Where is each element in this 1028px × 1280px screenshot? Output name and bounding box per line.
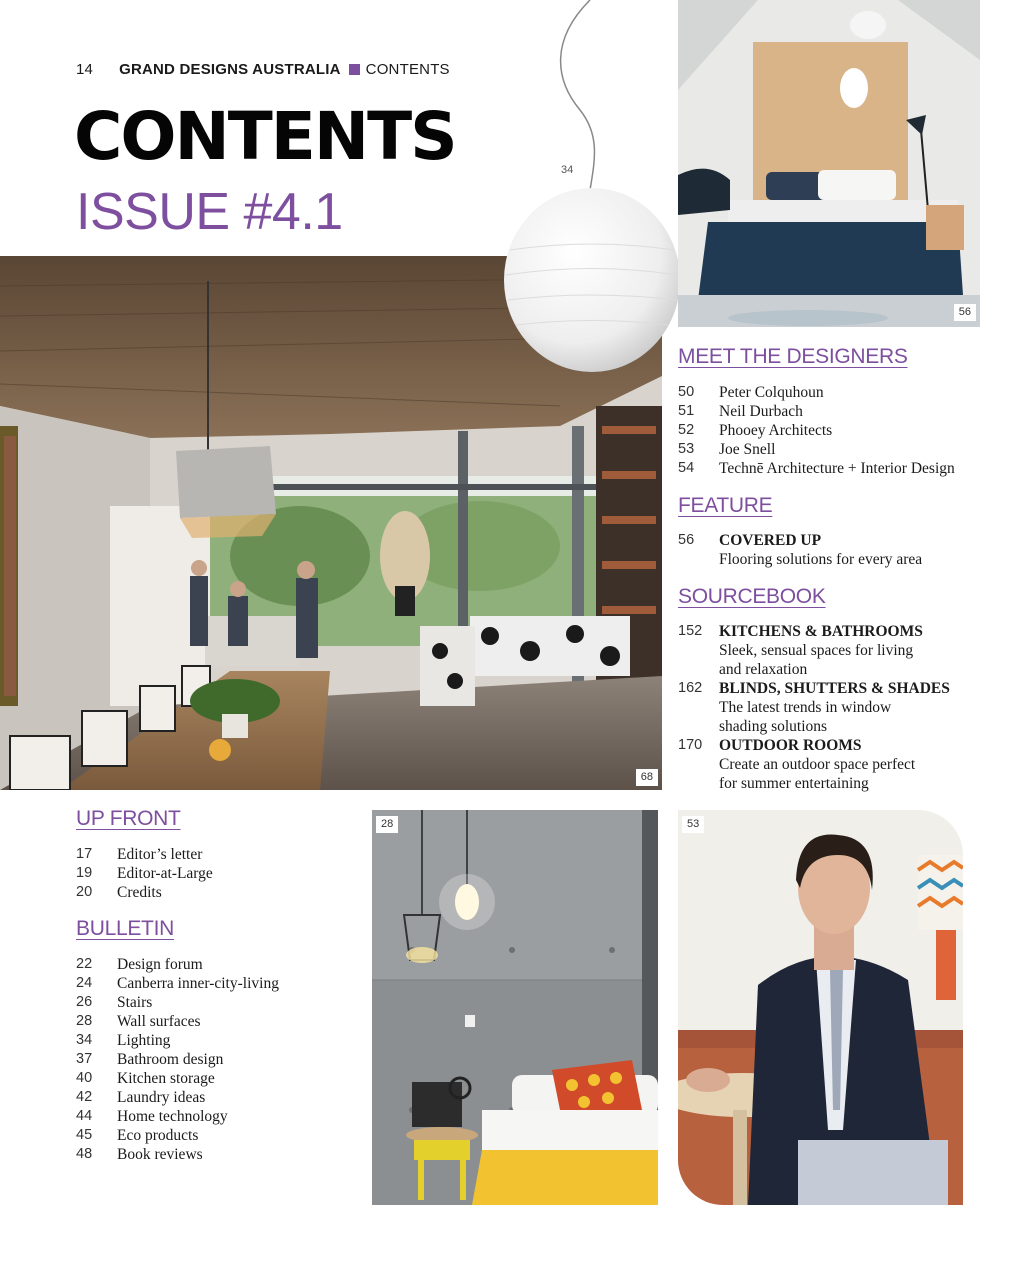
toc-text bbox=[117, 974, 279, 993]
toc-title: Bathroom design bbox=[117, 1051, 224, 1068]
toc-text bbox=[719, 402, 803, 421]
toc-page-number: 19 bbox=[76, 865, 93, 881]
toc-entry bbox=[76, 1050, 279, 1069]
toc-text bbox=[719, 421, 832, 440]
toc-text bbox=[117, 1145, 203, 1164]
toc-entry bbox=[76, 1069, 279, 1088]
toc-page-number: 40 bbox=[76, 1070, 93, 1086]
toc-entry bbox=[76, 1145, 279, 1164]
toc-text bbox=[719, 459, 955, 478]
toc-entry bbox=[76, 955, 279, 974]
toc-text bbox=[117, 1050, 223, 1069]
bedroom-photo bbox=[678, 0, 980, 327]
toc-text bbox=[117, 1012, 201, 1031]
bulletin-list bbox=[76, 955, 279, 1164]
toc-title: BLINDS, SHUTTERS & SHADES bbox=[719, 680, 950, 697]
section-heading-meet-the-designers: MEET THE DESIGNERS bbox=[678, 345, 908, 368]
toc-entry bbox=[678, 622, 950, 679]
photo-page-label: 56 bbox=[954, 304, 976, 321]
section-heading-sourcebook: SOURCEBOOK bbox=[678, 585, 826, 608]
toc-title: Canberra inner-city-living bbox=[117, 975, 279, 992]
toc-page-number: 56 bbox=[678, 532, 695, 548]
toc-page-number: 42 bbox=[76, 1089, 93, 1105]
toc-entry bbox=[76, 883, 213, 902]
purple-square-icon bbox=[349, 64, 360, 75]
toc-description: The latest trends in window shading solutions bbox=[719, 699, 892, 735]
pendant-lamp-illustration bbox=[500, 0, 685, 380]
toc-title: Design forum bbox=[117, 956, 203, 973]
toc-entry bbox=[76, 1107, 279, 1126]
toc-title: OUTDOOR ROOMS bbox=[719, 737, 862, 754]
toc-text bbox=[719, 736, 915, 793]
toc-text bbox=[117, 864, 213, 883]
toc-title: Editor-at-Large bbox=[117, 865, 213, 882]
toc-entry bbox=[678, 402, 955, 421]
toc-entry bbox=[678, 383, 955, 402]
toc-entry bbox=[76, 993, 279, 1012]
toc-text bbox=[719, 383, 824, 402]
toc-title: Home technology bbox=[117, 1108, 228, 1125]
sourcebook-list bbox=[678, 622, 950, 793]
toc-title: KITCHENS & BATHROOMS bbox=[719, 623, 923, 640]
toc-page-number: 37 bbox=[76, 1051, 93, 1067]
toc-title: Credits bbox=[117, 884, 162, 901]
toc-title: Kitchen storage bbox=[117, 1070, 215, 1087]
toc-title: Joe Snell bbox=[719, 441, 776, 458]
toc-title: Phooey Architects bbox=[719, 422, 833, 439]
toc-entry bbox=[76, 1031, 279, 1050]
toc-title: Lighting bbox=[117, 1032, 171, 1049]
toc-entry bbox=[76, 1012, 279, 1031]
toc-title: Peter Colquhoun bbox=[719, 384, 824, 401]
toc-text bbox=[117, 1088, 205, 1107]
toc-entry bbox=[76, 974, 279, 993]
toc-entry bbox=[678, 440, 955, 459]
toc-page-number: 28 bbox=[76, 1013, 93, 1029]
toc-entry bbox=[76, 845, 213, 864]
page-title: CONTENTS bbox=[74, 98, 456, 175]
toc-page-number: 22 bbox=[76, 956, 93, 972]
toc-title: Technē Architecture + Interior Design bbox=[719, 460, 955, 477]
toc-text bbox=[117, 1069, 215, 1088]
toc-page-number: 20 bbox=[76, 884, 93, 900]
section-heading-up-front: UP FRONT bbox=[76, 807, 181, 830]
toc-page-number: 50 bbox=[678, 384, 695, 400]
toc-entry bbox=[678, 679, 950, 736]
toc-page-number: 152 bbox=[678, 623, 703, 639]
photo-page-label: 68 bbox=[636, 769, 658, 786]
toc-page-number: 53 bbox=[678, 441, 695, 457]
toc-description: Create an outdoor space perfect for summer entertaining bbox=[719, 756, 916, 792]
page-number: 14 bbox=[76, 61, 94, 78]
running-header bbox=[76, 61, 450, 78]
section-name: CONTENTS bbox=[365, 61, 450, 78]
toc-entry bbox=[76, 864, 213, 883]
toc-text bbox=[117, 1126, 198, 1145]
toc-title: Eco products bbox=[117, 1127, 199, 1144]
toc-entry bbox=[678, 736, 950, 793]
toc-title: Book reviews bbox=[117, 1146, 203, 1163]
toc-title: Wall surfaces bbox=[117, 1013, 201, 1030]
toc-title: Editor’s letter bbox=[117, 846, 203, 863]
toc-entry bbox=[678, 459, 955, 478]
toc-page-number: 52 bbox=[678, 422, 695, 438]
toc-page-number: 24 bbox=[76, 975, 93, 991]
toc-page-number: 51 bbox=[678, 403, 695, 419]
toc-page-number: 45 bbox=[76, 1127, 93, 1143]
toc-text bbox=[117, 845, 202, 864]
photo-page-label: 34 bbox=[561, 164, 574, 176]
toc-page-number: 54 bbox=[678, 460, 695, 476]
toc-page-number: 34 bbox=[76, 1032, 93, 1048]
meet-the-designers-list bbox=[678, 383, 955, 478]
toc-description: Sleek, sensual spaces for living and relaxation bbox=[719, 642, 914, 678]
photo-page-label: 53 bbox=[682, 816, 704, 833]
toc-text bbox=[117, 1031, 170, 1050]
magazine-name: GRAND DESIGNS AUSTRALIA bbox=[119, 61, 341, 78]
toc-page-number: 170 bbox=[678, 737, 703, 753]
toc-entry bbox=[678, 531, 922, 569]
toc-page-number: 44 bbox=[76, 1108, 93, 1124]
toc-entry bbox=[76, 1088, 279, 1107]
toc-title: COVERED UP bbox=[719, 532, 822, 549]
toc-text bbox=[117, 883, 162, 902]
toc-text bbox=[117, 1107, 228, 1126]
toc-text bbox=[117, 993, 152, 1012]
section-heading-bulletin: BULLETIN bbox=[76, 917, 174, 940]
toc-page-number: 48 bbox=[76, 1146, 93, 1162]
toc-page-number: 162 bbox=[678, 680, 703, 696]
toc-text bbox=[719, 622, 923, 679]
toc-title: Neil Durbach bbox=[719, 403, 803, 420]
toc-page-number: 26 bbox=[76, 994, 93, 1010]
toc-title: Stairs bbox=[117, 994, 153, 1011]
toc-text bbox=[719, 531, 922, 569]
toc-description: Flooring solutions for every area bbox=[719, 551, 923, 568]
issue-number: ISSUE #4.1 bbox=[76, 183, 343, 241]
concrete-bedroom-photo bbox=[372, 810, 658, 1205]
toc-text bbox=[117, 955, 203, 974]
feature-list bbox=[678, 531, 922, 569]
section-heading-feature: FEATURE bbox=[678, 494, 773, 517]
toc-page-number: 17 bbox=[76, 846, 93, 862]
toc-entry bbox=[678, 421, 955, 440]
designer-portrait-photo bbox=[678, 810, 963, 1205]
photo-page-label: 28 bbox=[376, 816, 398, 833]
up-front-list bbox=[76, 845, 213, 902]
toc-entry bbox=[76, 1126, 279, 1145]
toc-text bbox=[719, 440, 775, 459]
toc-text bbox=[719, 679, 950, 736]
toc-title: Laundry ideas bbox=[117, 1089, 206, 1106]
